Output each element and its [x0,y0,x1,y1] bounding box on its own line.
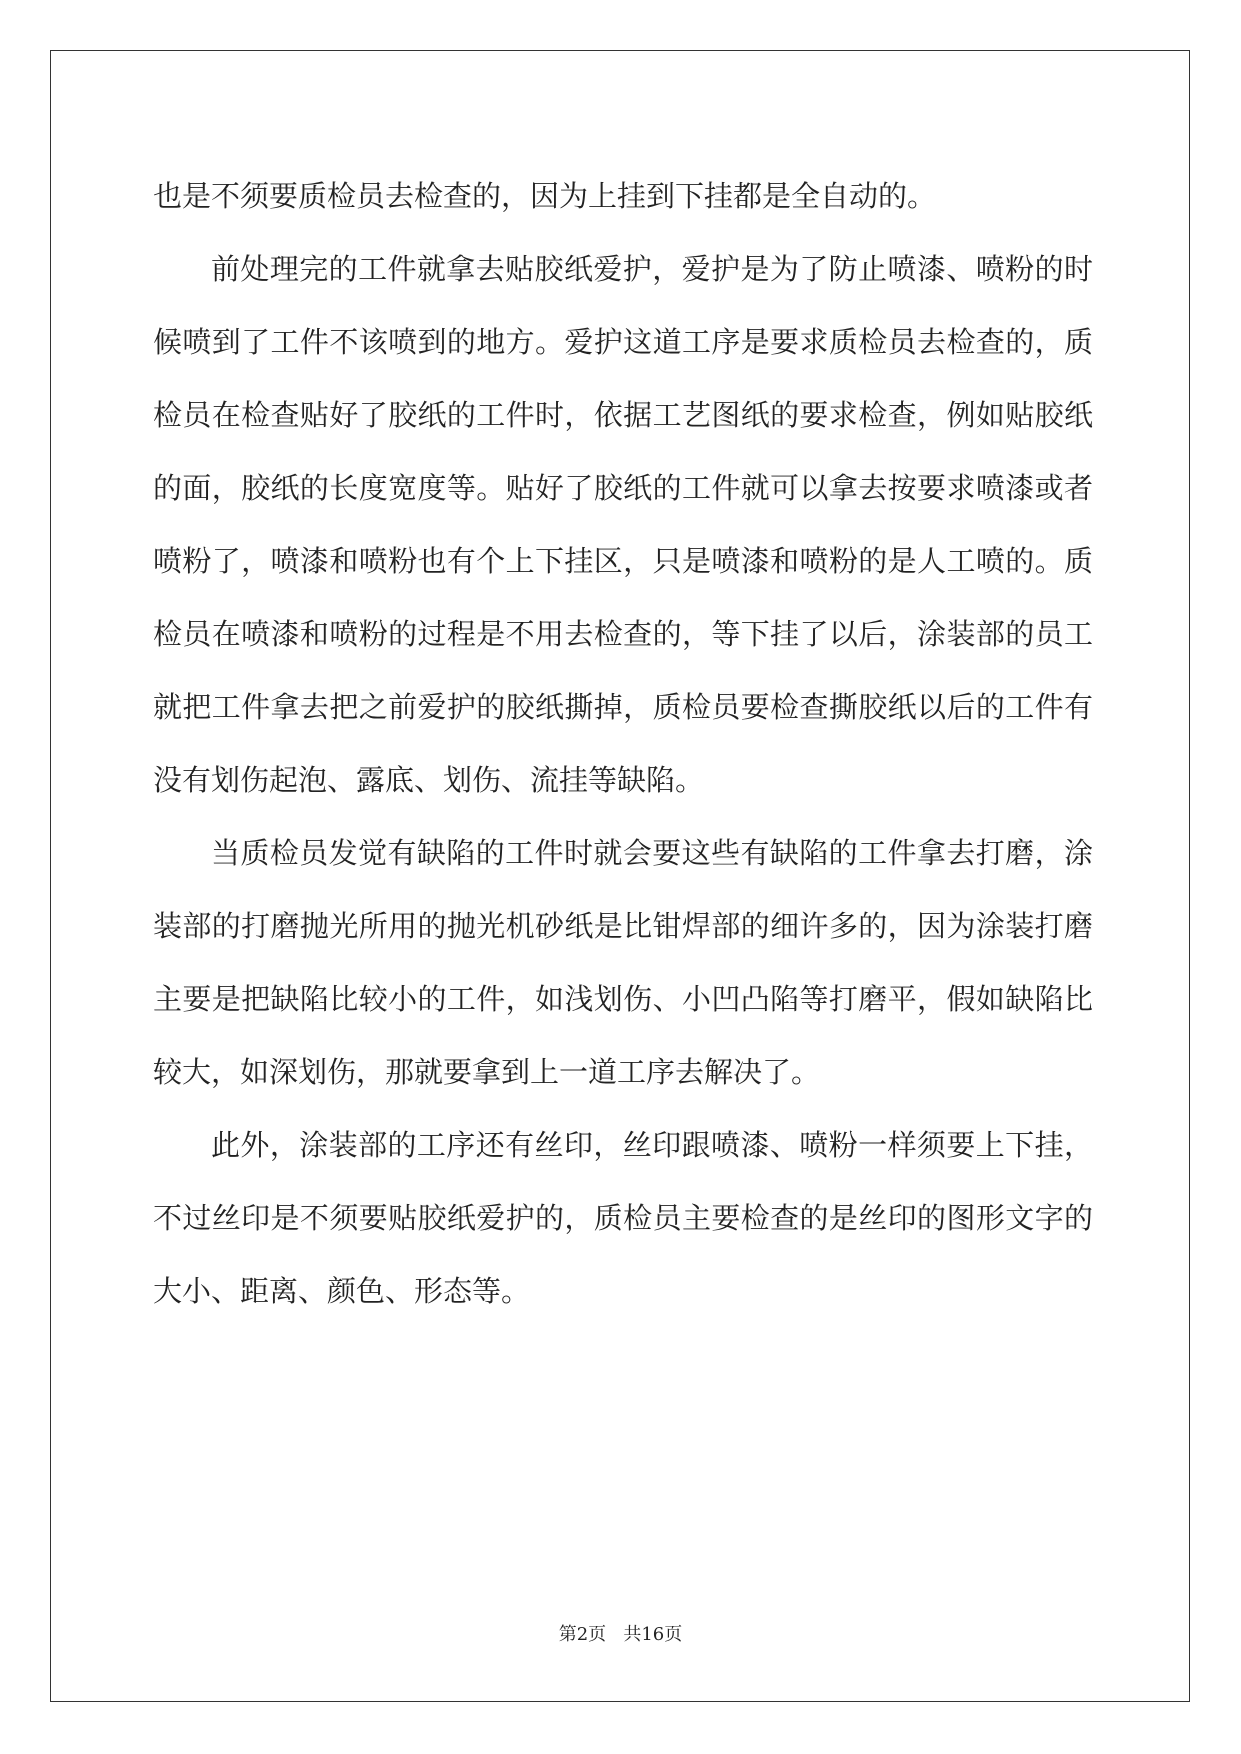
paragraph-1: 也是不须要质检员去检查的，因为上挂到下挂都是全自动的。 [153,179,937,213]
paragraph-4: 此外，涂装部的工序还有丝印，丝印跟喷漆、喷粉一样须要上下挂，不过丝印是不须要贴胶纸爱护的，质检员主要检查的是丝印的图形文字的大小、距离、颜色、形态等。 [153,1128,1093,1308]
document-body [153,160,1093,1328]
page-number: 第2页 共16页 [558,1624,683,1645]
page-footer [0,1620,1241,1646]
paragraph-2: 前处理完的工件就拿去贴胶纸爱护，爱护是为了防止喷漆、喷粉的时候喷到了工件不该喷到的地方。爱护这道工序是要求质检员去检查的，质检员在检查贴好了胶纸的工件时，依据工艺图纸的要求检查，例如贴胶纸的面，胶纸的长度宽度等。贴好了胶纸的工件就可以拿去按要求喷漆或者喷粉了，喷漆和喷粉也有个上下挂区，只是喷漆和喷粉的是人工喷的。质检员在喷漆和喷粉的过程是不用去检查的，等下挂了以后，涂装部的员工就把工件拿去把之前爱护的胶纸撕掉，质检员要检查撕胶纸以后的工件有没有划伤起泡、露底、划伤、流挂等缺陷。 [153,252,1093,797]
paragraph-3: 当质检员发觉有缺陷的工件时就会要这些有缺陷的工件拿去打磨，涂装部的打磨抛光所用的抛光机砂纸是比钳焊部的细许多的，因为涂装打磨主要是把缺陷比较小的工件，如浅划伤、小凹凸陷等打磨平，假如缺陷比较大，如深划伤，那就要拿到上一道工序去解决了。 [153,836,1093,1089]
